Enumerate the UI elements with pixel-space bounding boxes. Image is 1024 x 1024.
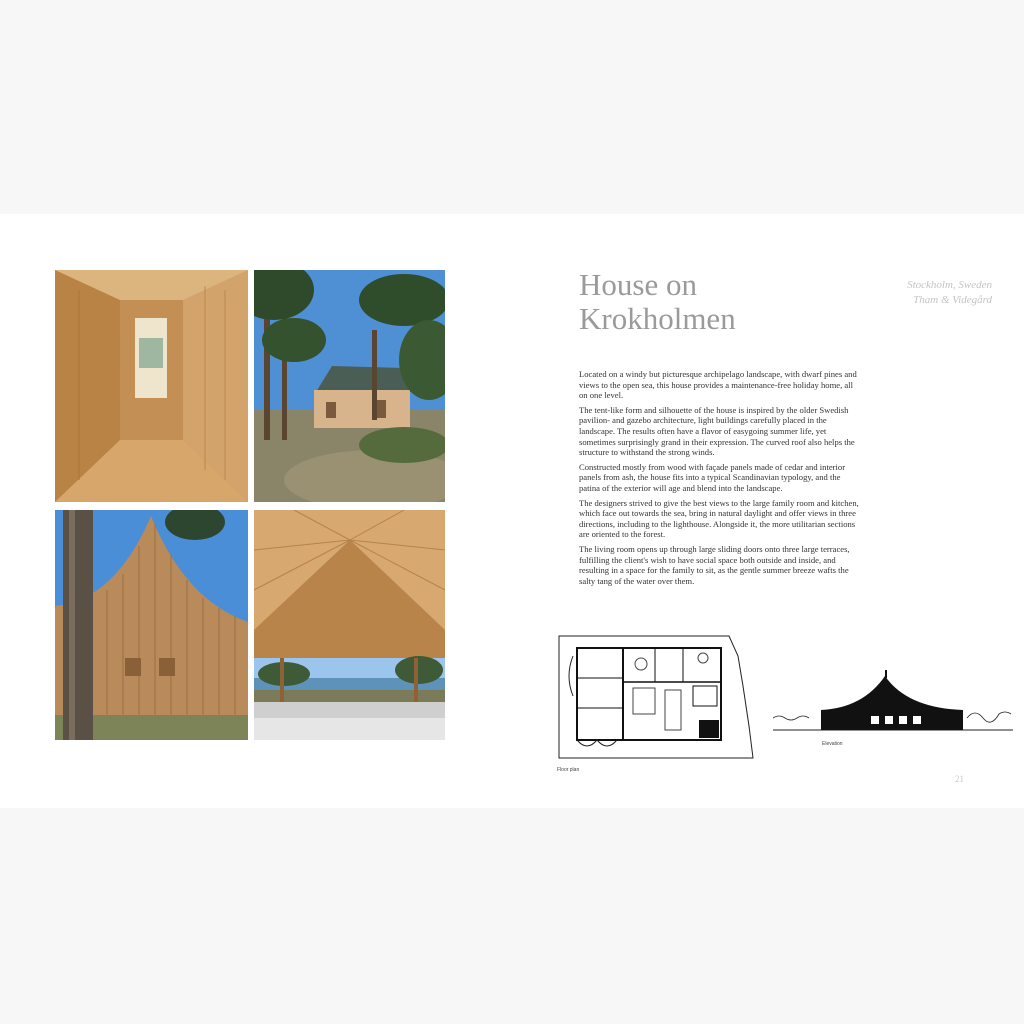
location-architect: Tham & Videgård <box>913 294 992 306</box>
article-title <box>579 268 839 336</box>
page-number: 21 <box>955 774 964 784</box>
paragraph-5: The living room opens up through large sliding doors onto three large terraces, fulfilling the client's wish to have social space both outside and inside, and resulting in a space for the family to sit, as the gentle summer breeze wafts the salty tang of the water over them. <box>579 543 850 586</box>
paragraph-3: Constructed mostly from wood with façade panels made of cedar and interior panels from ash, the house fits into a typical Scandinavian typology, and the patina of the exterior will age and blend into the landscape. <box>579 461 846 493</box>
floor-plan-drawing <box>553 626 758 761</box>
floor-plan-caption: Floor plan <box>557 767 580 773</box>
facade-photo <box>55 510 248 740</box>
location-block <box>866 278 992 308</box>
paragraph-2: The tent-like form and silhouette of the house is inspired by the older Swedish pavilion- and gazebo architecture, light buildings carefully placed in the landscape. The results often have a flavor of easygoing summer life, yet sometimes surprisingly grand in their expression. The curved roof also helps the structure to withstand the strong winds. <box>579 404 855 458</box>
paragraph-1: Located on a windy but picturesque archipelago landscape, with dwarf pines and views to the open sea, this house provides a maintenance-free holiday home, all on one level. <box>579 369 857 401</box>
exterior-photo <box>254 270 445 502</box>
paragraph-4: The designers strived to give the best views to the large family room and kitchen, which face out towards the sea, bring in natural daylight and offer views in three directions, including to the lighthouse. Alongside it, the more utilitarian sections are oriented to the forest. <box>579 497 859 540</box>
title-line-2: Krokholmen <box>579 301 736 336</box>
location-city: Stockholm, Sweden <box>907 279 992 291</box>
corridor-photo <box>55 270 248 502</box>
elevation-drawing <box>773 668 1013 738</box>
interior-photo <box>254 510 445 740</box>
title-line-1: House on <box>579 267 697 302</box>
article-body <box>579 369 859 590</box>
book-spread <box>0 214 1024 808</box>
elevation-caption: Elevation <box>822 741 843 747</box>
